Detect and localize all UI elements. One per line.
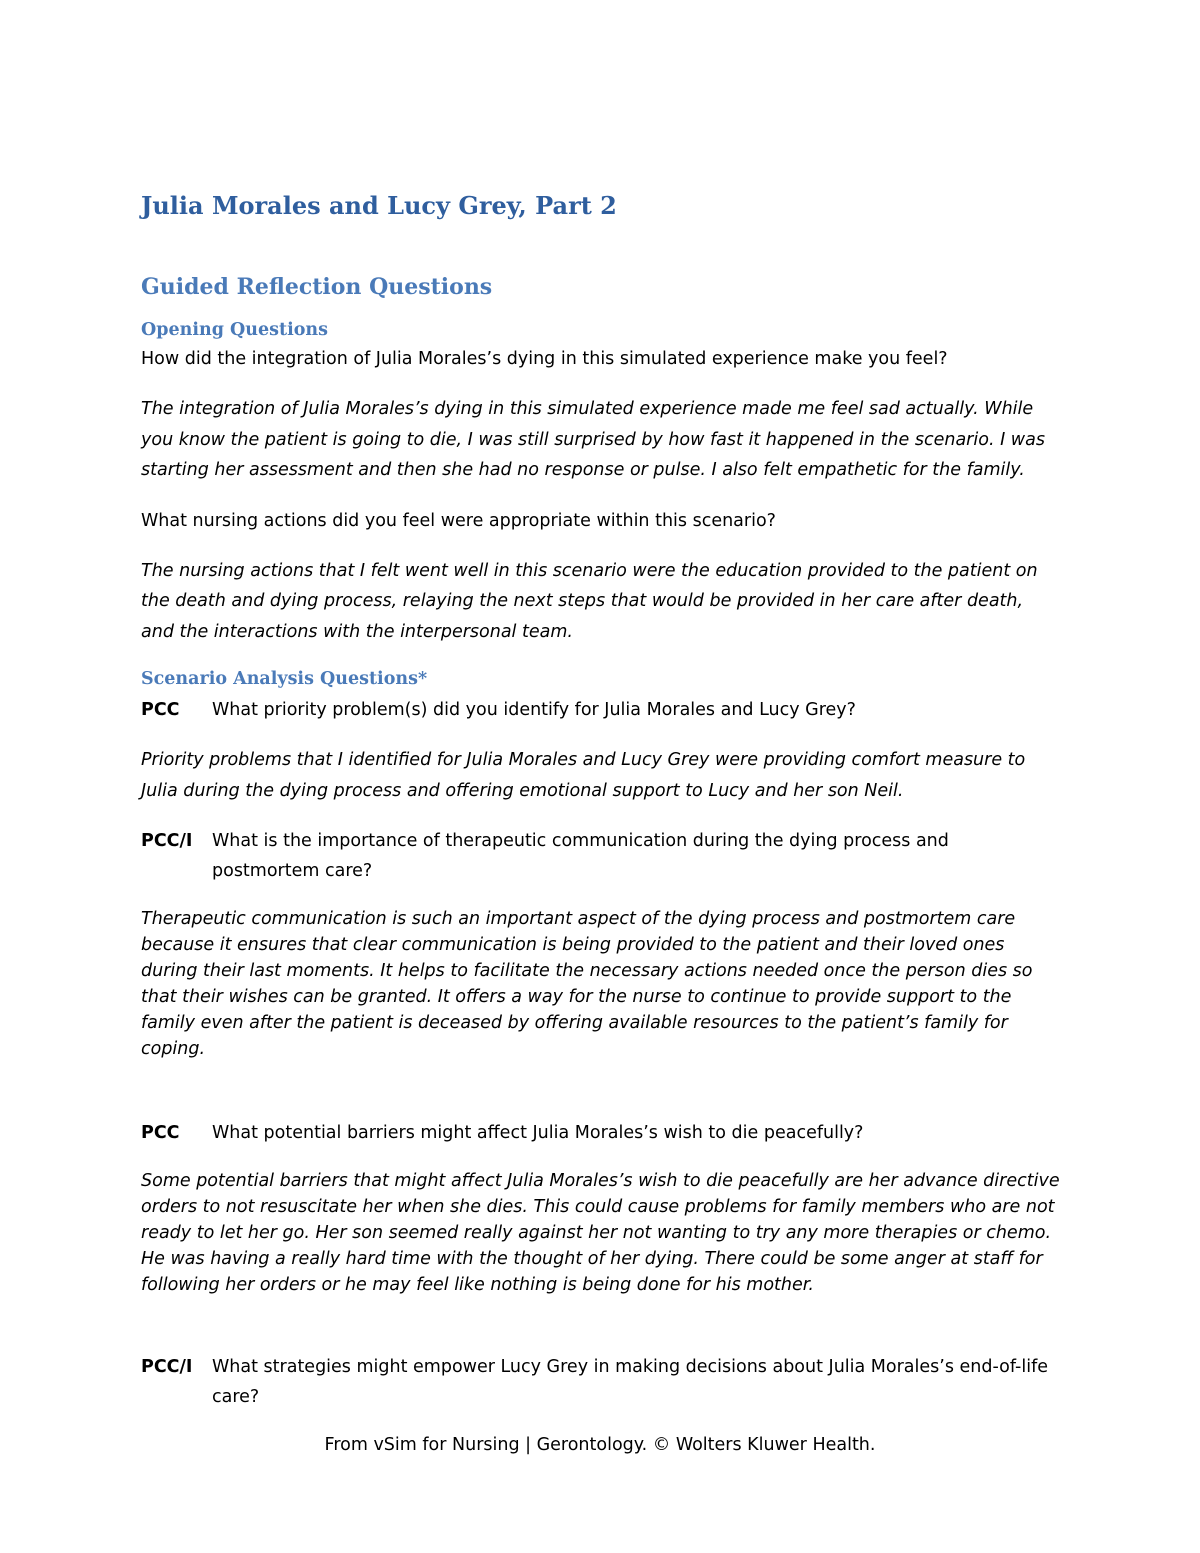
analysis-answer-3: Some potential barriers that might affect Julia Morales’s wish to die peacefully are her advance directive orders to not resuscitate her when she dies. This could cause problems for family members who are not ready to let her go. Her son seemed really against her not wanting to try any more therapies or chemo. He was having a really hard time with the thought of her dying. There could be some anger at staff for following her orders or he may feel like nothing is being done for his mother. [141, 1171, 1060, 1295]
analysis-question-4 [141, 1352, 1061, 1412]
question-text: What strategies might empower Lucy Grey in making decisions about Julia Morales’s end-of-life care? [212, 1357, 1048, 1407]
document-title: Julia Morales and Lucy Grey, Part 2 [141, 191, 617, 220]
question-tag: PCC [141, 700, 180, 720]
opening-questions-heading: Opening Questions [141, 320, 328, 340]
question-text: What potential barriers might affect Julia Morales’s wish to die peacefully? [212, 1123, 864, 1143]
document-body [141, 186, 1061, 1412]
opening-answer-1: The integration of Julia Morales’s dying in this simulated experience made me feel sad actually. While you know the patient is going to die, I was still surprised by how fast it happened in the scenario. I was starting her assessment and then she had no response or pulse. I also felt empathetic for the family. [141, 399, 1045, 480]
opening-question-2: What nursing actions did you feel were appropriate within this scenario? [141, 510, 776, 531]
analysis-answer-1: Priority problems that I identified for Julia Morales and Lucy Grey were providing comfort measure to Julia during the dying process and offering emotional support to Lucy and her son Neil. [141, 750, 1026, 801]
question-tag: PCC/I [141, 831, 193, 851]
question-text: What is the importance of therapeutic communication during the dying process and postmortem care? [212, 831, 949, 881]
analysis-answer-2: Therapeutic communication is such an important aspect of the dying process and postmortem care because it ensures that clear communication is being provided to the patient and their loved ones during their last moments. It helps to facilitate the necessary actions needed once the person dies so that their wishes can be granted. It offers a way for the nurse to continue to provide support to the family even after the patient is deceased by offering available resources to the patient’s family for coping. [141, 909, 1033, 1059]
analysis-question-2 [141, 826, 1061, 886]
section-heading: Guided Reflection Questions [141, 274, 493, 300]
page-footer: From vSim for Nursing | Gerontology. © Wolters Kluwer Health. [324, 1435, 876, 1455]
scenario-analysis-heading: Scenario Analysis Questions* [141, 669, 428, 689]
opening-answer-2: The nursing actions that I felt went well in this scenario were the education provided to the patient on the death and dying process, relaying the next steps that would be provided in her care after death, and the interactions with the interpersonal team. [141, 560, 1038, 642]
question-tag: PCC/I [141, 1357, 193, 1377]
analysis-question-3 [141, 1118, 1061, 1148]
question-text: What priority problem(s) did you identify for Julia Morales and Lucy Grey? [212, 700, 856, 720]
opening-question-1: How did the integration of Julia Morales’s dying in this simulated experience make you feel? [141, 349, 948, 369]
analysis-question-1 [141, 695, 1061, 725]
question-tag: PCC [141, 1123, 180, 1143]
